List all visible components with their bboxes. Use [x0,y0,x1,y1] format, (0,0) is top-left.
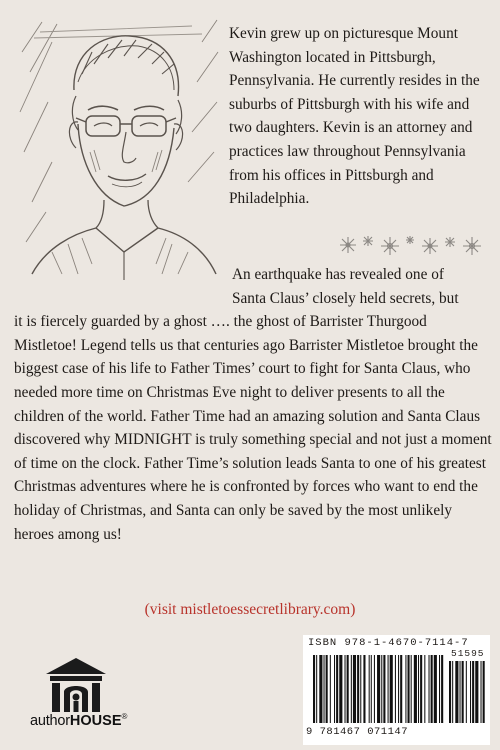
barcode-bar [411,655,412,723]
barcode-bar [475,661,478,723]
barcode-bar [441,655,443,723]
barcode-bar [431,655,433,723]
barcode-bar [345,655,346,723]
barcode-bar [326,655,328,723]
barcode-bar [398,655,399,723]
barcode-bar [420,655,422,723]
barcode-bar [363,655,365,723]
snowflake-divider [338,232,488,258]
barcode-bar [470,661,471,723]
barcode-bar [395,655,396,723]
ean-number: 9 781467 071147 [306,726,409,738]
barcode-bar [439,655,440,723]
barcode-bar [360,655,361,723]
barcode-bar [381,655,382,723]
barcode-bar [462,661,464,723]
publisher-part2: HOUSE [69,712,122,729]
barcode-bar [429,655,430,723]
barcode-bar [460,661,461,723]
barcode-addon-number: 51595 [451,648,485,659]
barcode-bar [434,655,437,723]
barcode-bar [334,655,335,723]
isbn-text: ISBN 978-1-4670-7114-7 [308,637,469,649]
barcode-bar [316,655,317,723]
publisher-name [30,712,127,729]
barcode-bar [414,655,417,723]
barcode-bar [390,655,393,723]
barcode-bar [330,655,331,723]
barcode-bar [405,655,406,723]
barcode-bar [452,661,453,723]
barcode-bar [339,655,342,723]
author-portrait [12,12,222,280]
barcode-bar [313,655,315,723]
barcode-bar [374,655,375,723]
barcode-bar [408,655,410,723]
book-blurb [14,263,492,546]
barcode-bar [472,661,474,723]
barcode-bar [400,655,402,723]
blurb-line-1: An earthquake has revealed one of [232,266,444,283]
blurb-body: it is fiercely guarded by a ghost …. the ghost of Barrister Thurgood Mistletoe! Legend tells us that centuries ago Barrister Mistletoe brought the biggest case of his life to Father Times’ court to fight for Santa Claus, who needed more time on Christmas Eve night to deliver presents to all the children of the world. Father Time had an amazing solution and Santa Claus discovered why MIDNIGHT is truly something special and not just a moment of time on the clock. Father Time’s solution leads Santa to one of his greatest Christmas adventures where he is confronted by forces who want to end the holiday of Christmas, and Santa can only be saved by the most unlikely heroes among us! [14,313,492,543]
barcode-bar [424,655,425,723]
registered-mark: ® [121,712,128,721]
barcode-bar [377,655,380,723]
barcode-bar [371,655,372,723]
barcode-bar [383,655,385,723]
barcode-bar [449,661,451,723]
barcode-bar [319,655,322,723]
publisher-part1: author [30,712,70,729]
website-link[interactable]: (visit mistletoessecretlibrary.com) [144,601,356,618]
barcode-bar [388,655,389,723]
barcode-bar [357,655,359,723]
authorhouse-logo-icon [44,656,108,716]
barcode-bar [347,655,349,723]
author-bio: Kevin grew up on picturesque Mount Washington located in Pittsburgh, Pennsylvania. He currently resides in the suburbs of Pittsburgh with his wife and two daughters. Kevin is an attorney and practices law throughout Pennsylvania from his offices in Pittsburgh and Philadelphia. [229,25,480,208]
barcode-bar [353,655,356,723]
barcode-bar [418,655,419,723]
blurb-line-2: Santa Claus’ closely held secrets, but [232,289,459,307]
barcode-bar [351,655,352,723]
barcode-bar [324,655,325,723]
barcode-bar [369,655,370,723]
barcode-bar [336,655,338,723]
snowflake-icon [340,236,481,255]
barcode-bar [483,661,485,723]
barcode-bar [455,661,458,723]
barcode-bar [481,661,482,723]
barcode-bar [466,661,467,723]
